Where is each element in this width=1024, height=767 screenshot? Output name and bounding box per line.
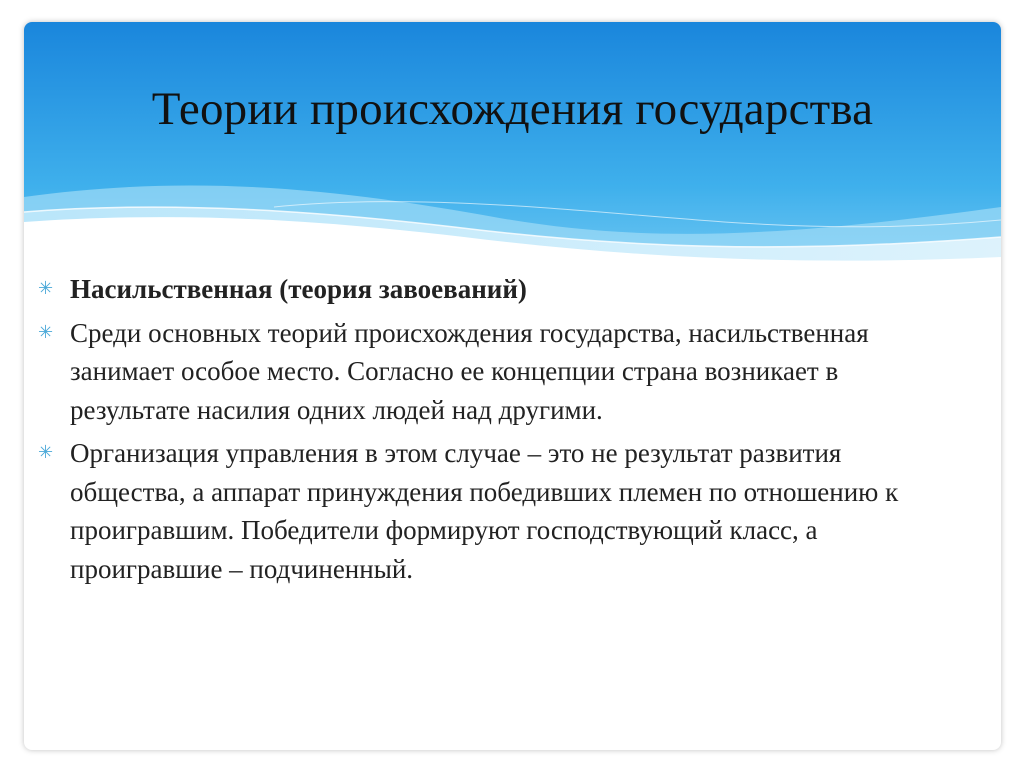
asterisk-bullet-icon: ✳ bbox=[38, 321, 54, 343]
bullet-item bbox=[38, 314, 938, 430]
bullet-item bbox=[38, 270, 938, 309]
slide-title: Теории происхождения государства bbox=[151, 83, 874, 135]
bullet-item bbox=[38, 434, 938, 588]
bullet-text: Насильственная (теория завоеваний) bbox=[70, 274, 527, 304]
asterisk-bullet-icon: ✳ bbox=[38, 278, 54, 299]
asterisk-bullet-icon: ✳ bbox=[38, 442, 54, 463]
bullet-text: Организация управления в этом случае – это не результат развития общества, а аппарат принуждения победивших племен по отношению к проигравшим. Победители формируют господствующий класс, а проигравшие – подчиненный. bbox=[70, 438, 899, 584]
bullet-text: Среди основных теорий происхождения государства, насильственная занимает особое место. Согласно ее концепции страна возникает в результате насилия одних людей над другими. bbox=[70, 317, 869, 425]
slide bbox=[24, 22, 1001, 750]
bullet-list bbox=[38, 270, 938, 593]
